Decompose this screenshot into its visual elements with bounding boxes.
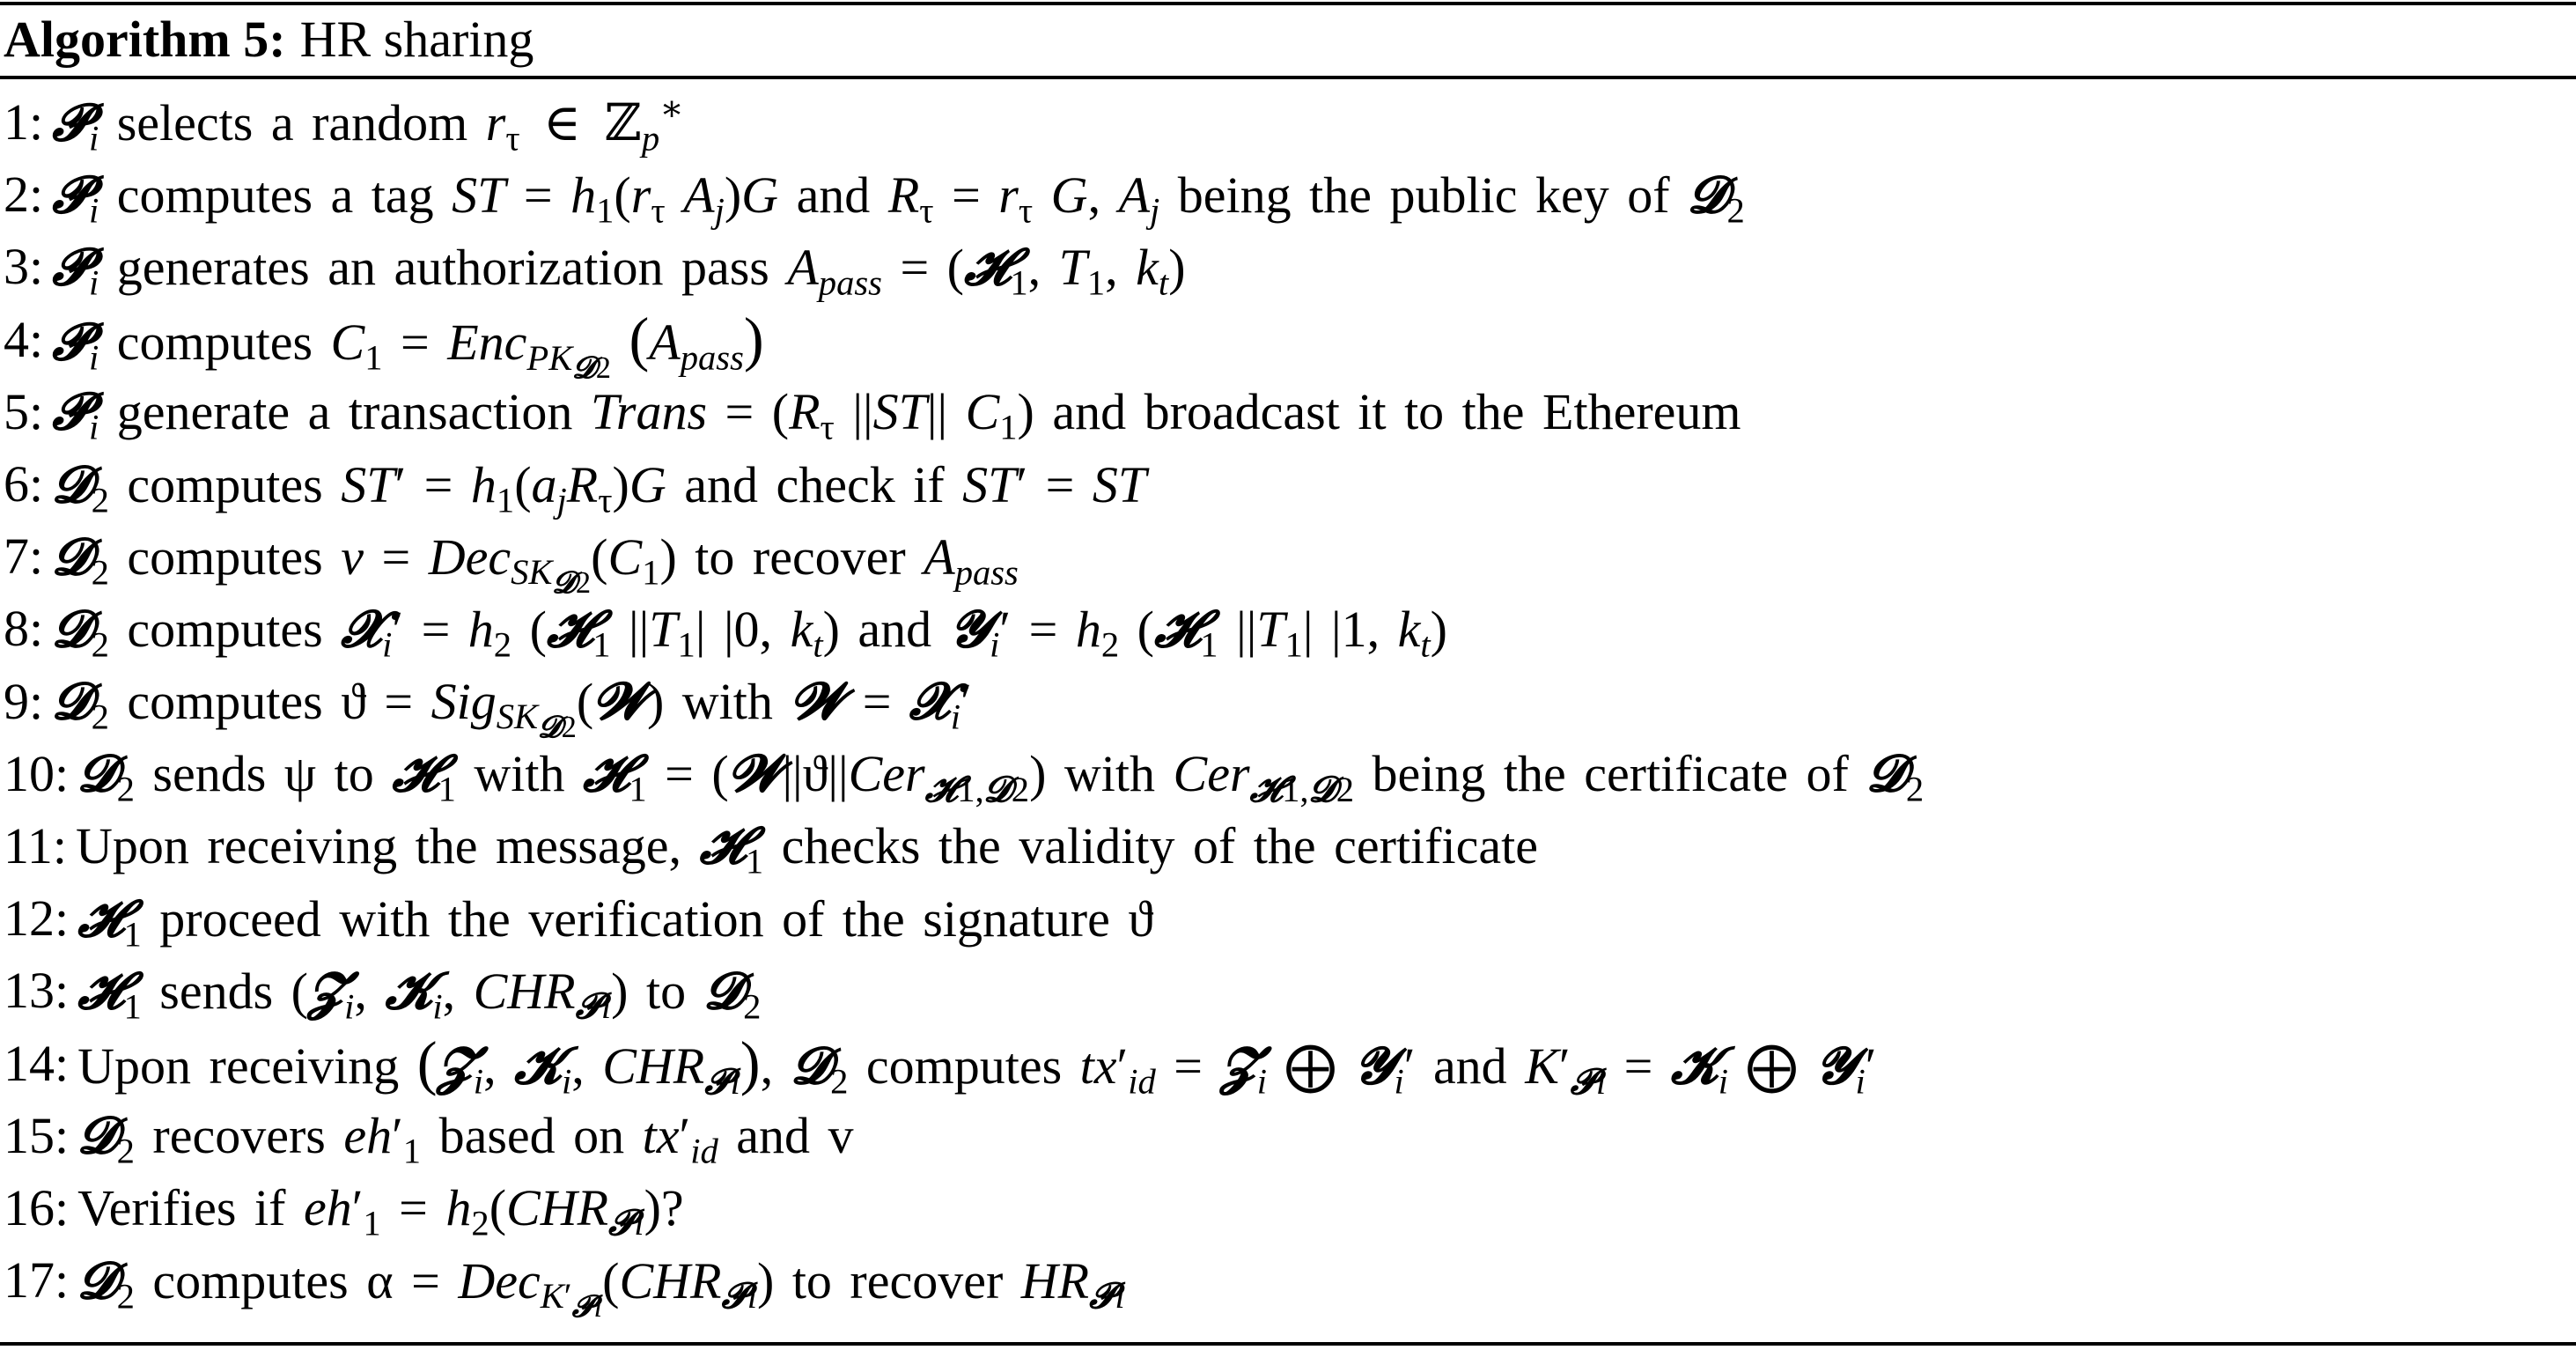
step-13 <box>4 955 2572 1027</box>
step-number: 13: <box>4 962 70 1020</box>
bottom-rule <box>0 1342 2576 1346</box>
step-9 <box>4 666 2572 746</box>
step-17 <box>4 1244 2572 1324</box>
step-4 <box>4 304 2572 387</box>
step-text: 𝓟$_i$ computes $C_1 = Enc_{PK_{𝓓2}}$ $(A_{pass})$ <box>52 306 764 387</box>
algorithm-title: HR sharing <box>299 11 534 68</box>
step-14 <box>4 1027 2572 1103</box>
step-6 <box>4 448 2572 520</box>
step-text: 𝓓$_2$ computes ϑ = Sig$_{SK_{𝓓2}}$(𝓦) with 𝓦 = 𝓧$_i$′ <box>52 671 972 746</box>
step-number: 15: <box>4 1106 70 1164</box>
step-number: 16: <box>4 1178 70 1236</box>
step-text: 𝓗$_1$ proceed with the verification of the signature ϑ <box>77 888 1154 955</box>
step-number: 11: <box>4 816 67 874</box>
algorithm-steps <box>4 86 2572 1324</box>
step-16 <box>4 1172 2572 1244</box>
step-15 <box>4 1100 2572 1172</box>
step-number: 2: <box>4 166 44 224</box>
step-7 <box>4 520 2572 601</box>
step-3 <box>4 231 2572 303</box>
step-number: 6: <box>4 455 44 513</box>
step-number: 4: <box>4 310 44 368</box>
step-number: 5: <box>4 382 44 440</box>
step-8 <box>4 593 2572 665</box>
step-text: 𝓟$_i$ generate a transaction Trans = ($R_\tau$ ||ST|| $C_1$) and broadcast it to the Ethereum <box>52 381 1741 447</box>
step-text: 𝓓$_2$ computes $v = Dec_{SK_{𝓓2}}(C_1)$ to recover $A_{pass}$ <box>52 526 1019 601</box>
algorithm-header <box>4 4 534 76</box>
step-text: Upon receiving (𝓩$_i$, 𝓚$_i$, $CHR_{𝓟i}$), 𝓓$_2$ computes $tx'_{id}$ = 𝓩$_i$ ⨁ 𝓨$_i$′ and $K'_{𝓟i}$ = 𝓚$_i$ ⨁ 𝓨$_i$′ <box>77 1029 1877 1103</box>
step-1 <box>4 86 2572 159</box>
step-number: 17: <box>4 1251 70 1309</box>
step-number: 14: <box>4 1034 70 1092</box>
step-11 <box>4 810 2572 882</box>
step-number: 1: <box>4 93 44 151</box>
algorithm-label: Algorithm 5: <box>4 11 286 68</box>
step-10 <box>4 738 2572 810</box>
step-text: 𝓓$_2$ computes 𝓧$_i$′ = $h_2$ (𝓗$_1$ $||T_1|$ |0, $k_t$) and 𝓨$_i$′ = $h_2$ (𝓗$_1$ $||T_1|$ |1, $k_t$) <box>52 598 1447 665</box>
step-text: Verifies if $eh'_1 = h_2(CHR_{𝓟i})$? <box>77 1178 684 1244</box>
step-number: 3: <box>4 238 44 296</box>
step-text: 𝓓$_2$ recovers $eh'_1$ based on $tx'_{id}$ and v <box>77 1105 854 1171</box>
step-text: Upon receiving the message, 𝓗$_1$ checks the validity of the certificate <box>75 815 1538 882</box>
header-rule <box>0 76 2576 79</box>
step-number: 9: <box>4 672 44 730</box>
step-number: 7: <box>4 527 44 586</box>
step-text: 𝓟$_i$ selects a random $r_\tau$ ∈ ℤ$_p$∗ <box>52 88 684 158</box>
step-text: 𝓓$_2$ sends ψ to 𝓗$_1$ with 𝓗$_1$ = (𝓦||ϑ||Cer$_{𝓗1,𝓓2}$) with Cer$_{𝓗1,𝓓2}$ being the certificate of 𝓓$_2$ <box>77 743 1925 810</box>
step-number: 8: <box>4 600 44 658</box>
step-number: 10: <box>4 744 70 802</box>
step-2 <box>4 159 2572 231</box>
step-text: 𝓟$_i$ computes a tag ST = $h_1(r_\tau$ $A_j)G$ and $R_\tau = r_\tau$ G, $A_j$ being the public key of 𝓓$_2$ <box>52 164 1745 231</box>
step-text: 𝓗$_1$ sends (𝓩$_i$, 𝓚$_i$, $CHR_{𝓟i}$) to 𝓓$_2$ <box>77 960 762 1028</box>
step-number: 12: <box>4 889 70 948</box>
step-text: 𝓓$_2$ computes $ST' = h_1(a_jR_\tau)G$ and check if ST′ = ST <box>52 454 1147 520</box>
step-5 <box>4 376 2572 448</box>
step-text: 𝓟$_i$ generates an authorization pass $A_{pass}$ = (𝓗$_1$, $T_1$, $k_t$) <box>52 236 1186 303</box>
step-12 <box>4 882 2572 955</box>
step-text: 𝓓$_2$ computes $\alpha = Dec_{K'_{𝓟i}}(CHR_{𝓟i})$ to recover $HR_{𝓟i}$ <box>77 1250 1125 1324</box>
